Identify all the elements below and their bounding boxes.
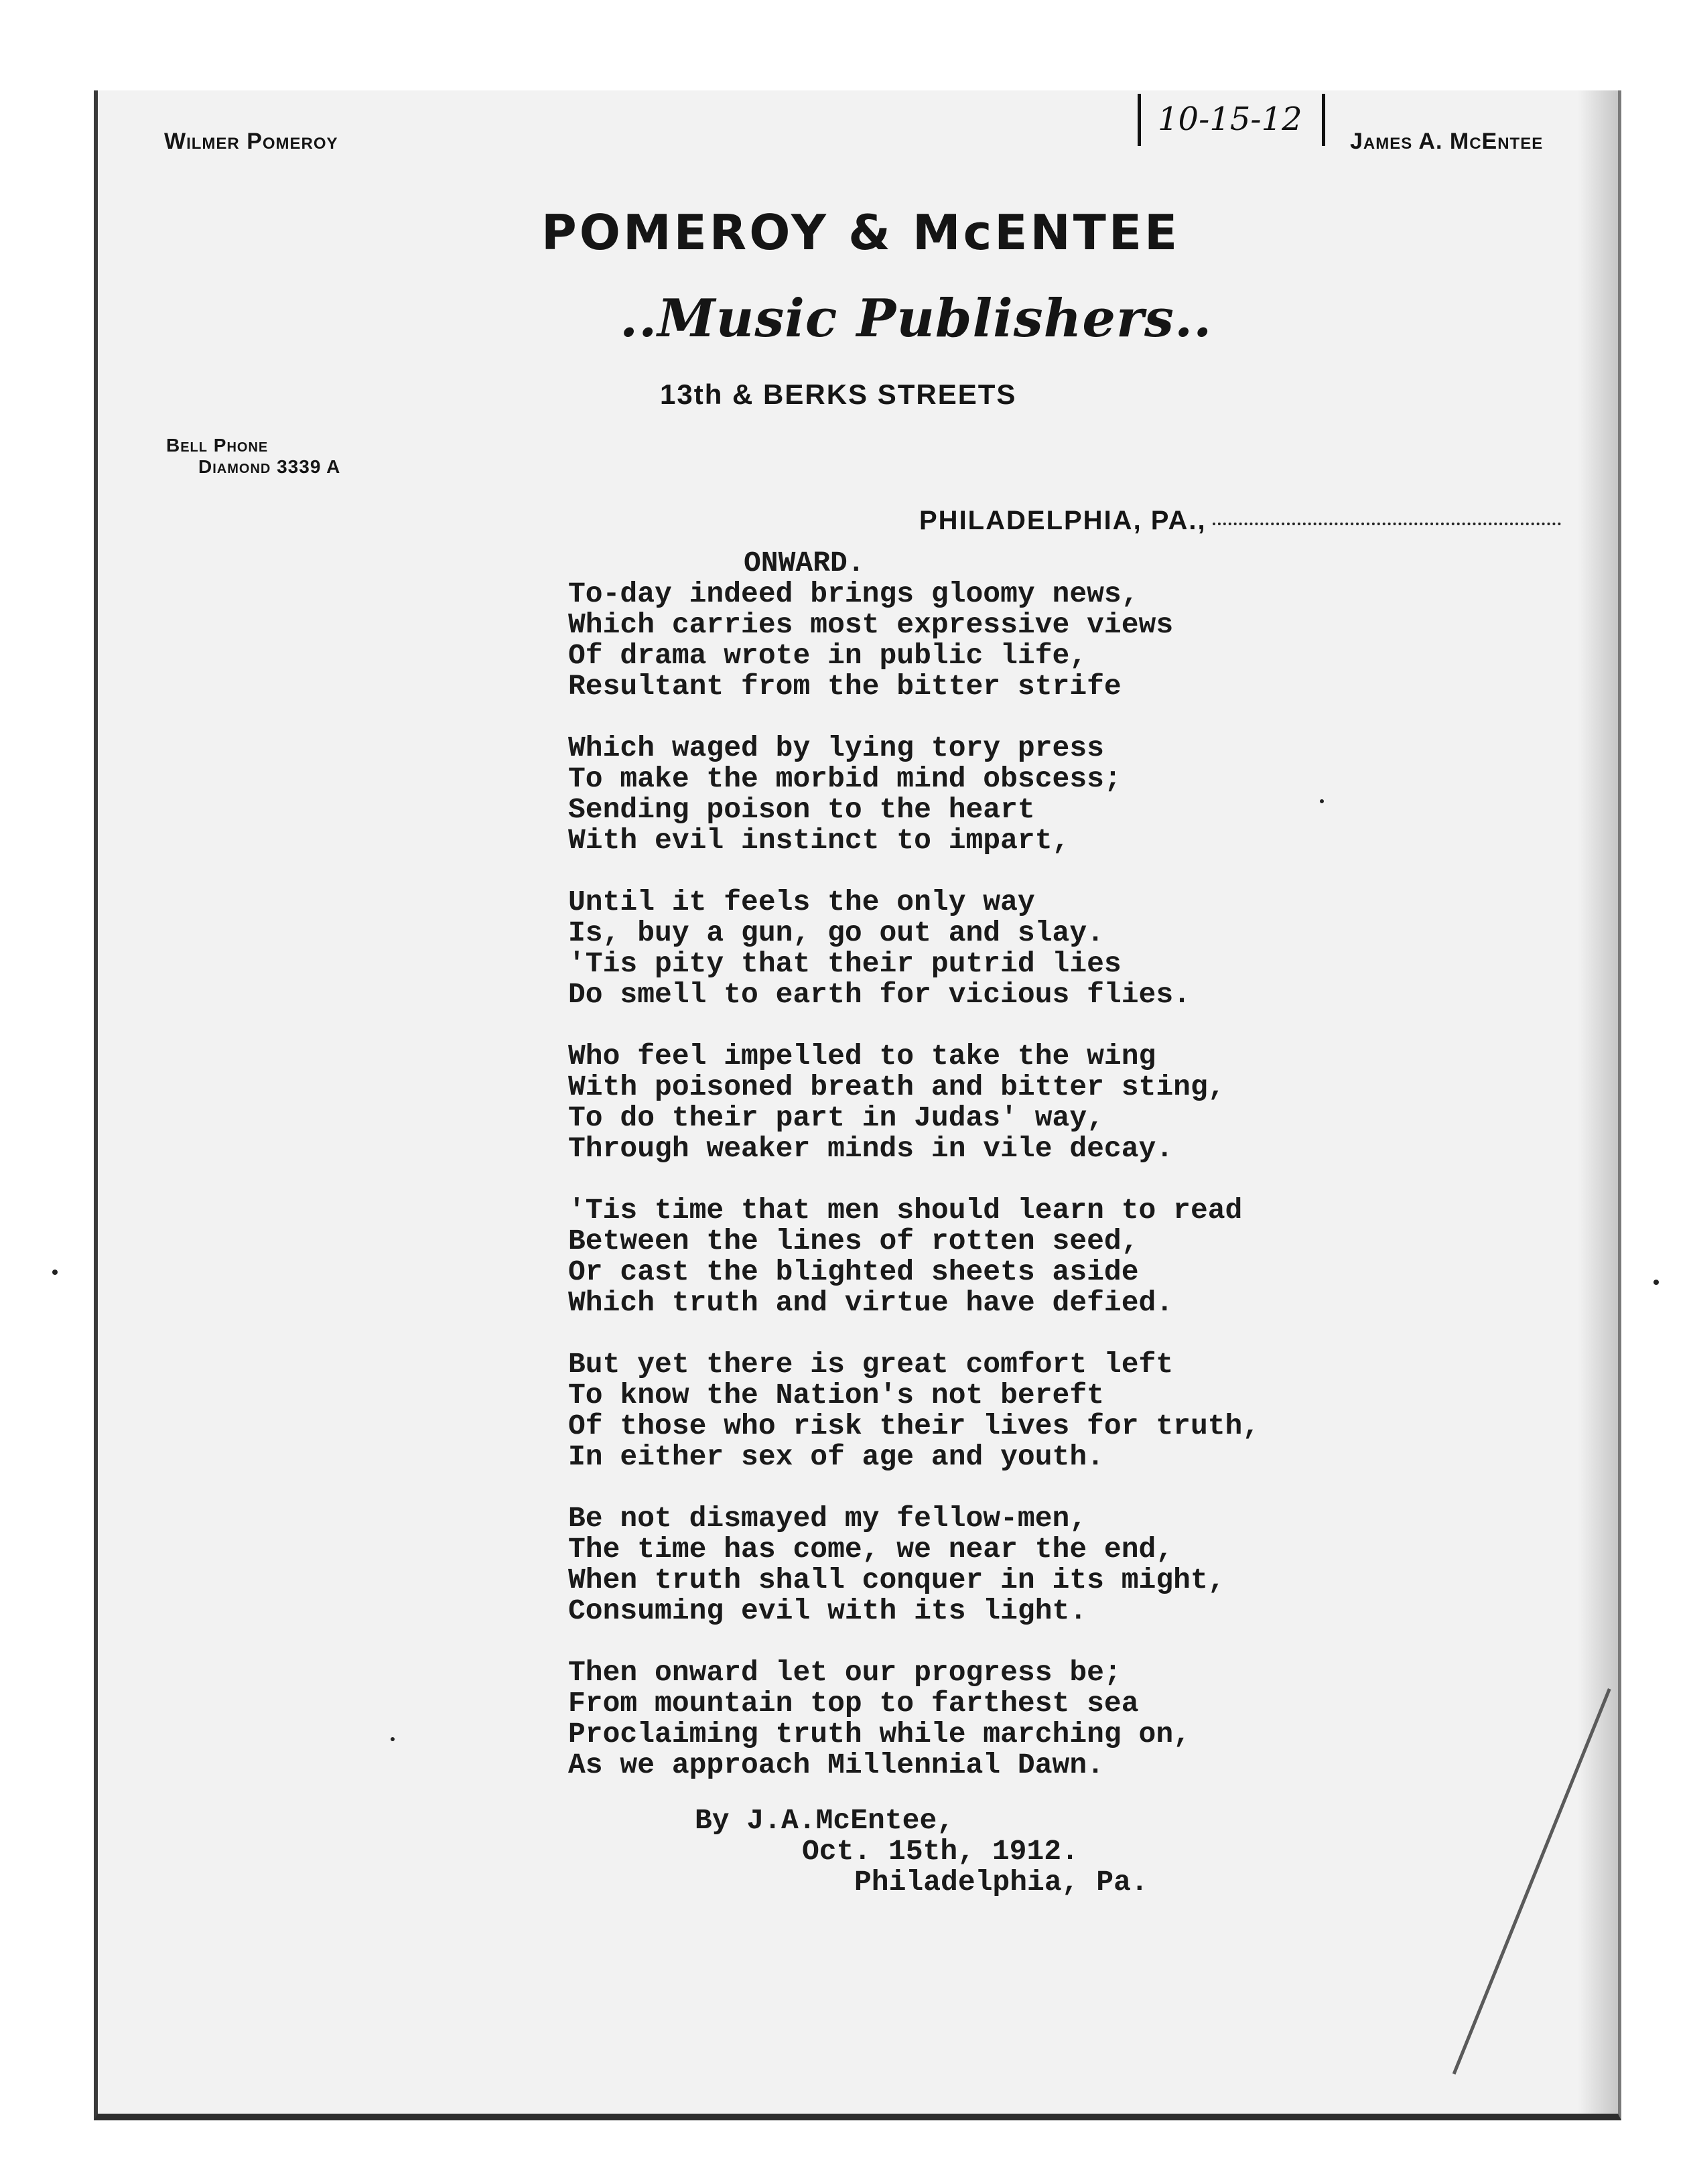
poem-line: To-day indeed brings gloomy news, — [568, 577, 1139, 610]
poem-line: Of those who risk their lives for truth, — [568, 1410, 1260, 1442]
date-dotted-line — [1213, 523, 1561, 525]
poem-line: 'Tis time that men should learn to read — [568, 1194, 1243, 1227]
city-line-label: PHILADELPHIA, PA., — [919, 506, 1207, 535]
poem-line: Is, buy a gun, go out and slay. — [568, 916, 1104, 949]
poem-line: As we approach Millennial Dawn. — [568, 1749, 1104, 1781]
poem-line: Through weaker minds in vile decay. — [568, 1132, 1174, 1165]
firm-name: POMEROY & McENTEE — [541, 204, 1180, 261]
left-partner-name: Wilmer Pomeroy — [164, 129, 338, 154]
signature-date: Oct. 15th, 1912. — [802, 1835, 1079, 1868]
poem-line: Do smell to earth for vicious flies. — [568, 978, 1191, 1011]
poem-line: With poisoned breath and bitter sting, — [568, 1071, 1225, 1103]
poem-line: Who feel impelled to take the wing — [568, 1040, 1156, 1073]
dust-speck — [1320, 799, 1324, 803]
poem-body — [568, 579, 1260, 1812]
stanza — [568, 1657, 1260, 1781]
stanza — [568, 733, 1260, 856]
poem-line: In either sex of age and youth. — [568, 1440, 1104, 1473]
poem-line: To know the Nation's not bereft — [568, 1379, 1104, 1412]
phone-label: Bell Phone — [166, 435, 269, 456]
poem-line: Be not dismayed my fellow-men, — [568, 1502, 1087, 1535]
poem-line: Sending poison to the heart — [568, 793, 1035, 826]
dust-speck — [52, 1270, 58, 1275]
right-partner-name: James A. McEntee — [1350, 129, 1544, 154]
poem-line: To make the morbid mind obscess; — [568, 762, 1122, 795]
stanza — [568, 579, 1260, 702]
signature-place: Philadelphia, Pa. — [854, 1866, 1148, 1899]
poem-line: Of drama wrote in public life, — [568, 639, 1087, 672]
poem-line: The time has come, we near the end, — [568, 1533, 1174, 1566]
stanza — [568, 887, 1260, 1010]
poem-line: To do their part in Judas' way, — [568, 1101, 1104, 1134]
poem-line: 'Tis pity that their putrid lies — [568, 947, 1122, 980]
firm-address: 13th & BERKS STREETS — [660, 379, 1017, 410]
poem-line: Resultant from the bitter strife — [568, 670, 1122, 703]
poem-line: Which truth and virtue have defied. — [568, 1286, 1174, 1319]
poem-line: Or cast the blighted sheets aside — [568, 1255, 1139, 1288]
poem-line: When truth shall conquer in its might, — [568, 1564, 1225, 1596]
dust-speck — [391, 1737, 395, 1741]
handwritten-date: 10-15-12 — [1158, 100, 1302, 138]
stanza — [568, 1349, 1260, 1473]
stanza — [568, 1195, 1260, 1318]
poem-line: With evil instinct to impart, — [568, 824, 1070, 857]
poem-line: But yet there is great comfort left — [568, 1348, 1174, 1381]
poem-line: Which waged by lying tory press — [568, 732, 1104, 764]
poem-line: Which carries most expressive views — [568, 608, 1174, 641]
phone-number: Diamond 3339 A — [198, 456, 341, 477]
stanza — [568, 1041, 1260, 1164]
poem-line: Proclaiming truth while marching on, — [568, 1718, 1191, 1751]
stanza — [568, 1503, 1260, 1627]
poem-line: Consuming evil with its light. — [568, 1594, 1087, 1627]
poem-line: Then onward let our progress be; — [568, 1656, 1122, 1689]
poem-line: From mountain top to farthest sea — [568, 1687, 1139, 1720]
poem-line: Between the lines of rotten seed, — [568, 1225, 1139, 1257]
signature-author: By J.A.McEntee, — [695, 1804, 955, 1837]
firm-tagline: ..Music Publishers.. — [620, 288, 1213, 349]
poem-title: ONWARD. — [744, 547, 865, 579]
poem-line: Until it feels the only way — [568, 886, 1035, 918]
dust-speck — [1653, 1280, 1659, 1285]
